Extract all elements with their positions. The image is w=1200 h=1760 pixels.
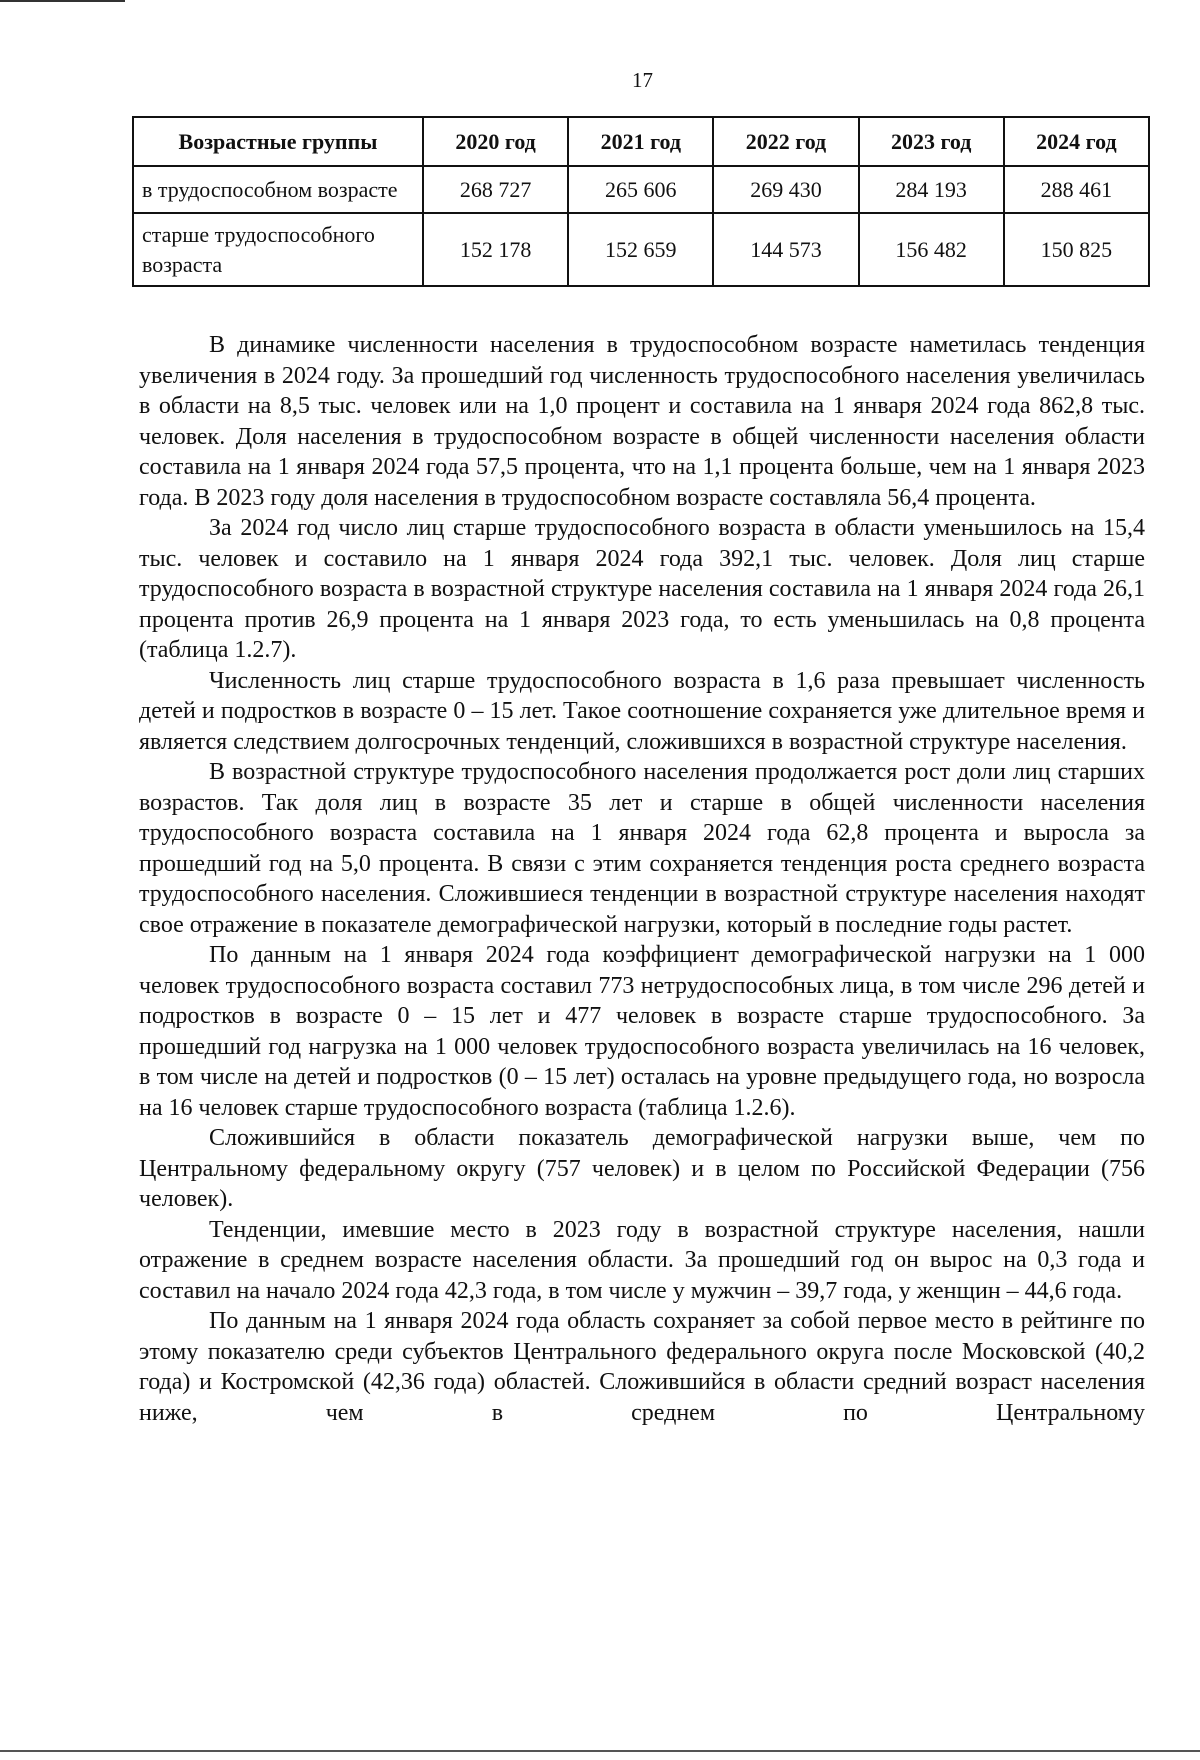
age-groups-table <box>132 116 1150 287</box>
table-cell: 144 573 <box>713 213 858 286</box>
paragraph: Численность лиц старше трудоспособного возраста в 1,6 раза превышает численность детей и подростков в возрасте 0 – 15 лет. Такое соотношение сохраняется уже длительное время и является следствием долгосрочных тенденций, сложившихся в возрастной структуре населения. <box>139 667 1145 755</box>
table-cell: 156 482 <box>859 213 1004 286</box>
paragraph: Тенденции, имевшие место в 2023 году в возрастной структуре населения, нашли отражение в среднем возрасте населения области. За прошедший год он вырос на 0,3 года и составил на начало 2024 года 42,3 года, в том числе у мужчин – 39,7 года, у женщин – 44,6 года. <box>139 1216 1145 1304</box>
paragraph: Сложившийся в области показатель демографической нагрузки выше, чем по Центральному федеральному округу (757 человек) и в целом по Российской Федерации (756 человек). <box>139 1125 1145 1212</box>
body-text <box>139 330 1145 1428</box>
table-header-cell: 2023 год <box>859 117 1004 166</box>
paragraph: В возрастной структуре трудоспособного населения продолжается рост доли лиц старших возрастов. Так доля лиц в возрасте 35 лет и старше в общей численности населения трудоспособного возраста составила на 1 января 2024 года 62,8 процента и выросла за прошедший год на 5,0 процента. В связи с этим сохраняется тенденция роста среднего возраста трудоспособного населения. Сложившиеся тенденции в возрастной структуре населения находят свое отражение в показателе демографической нагрузки, который в последние годы растет. <box>139 759 1145 938</box>
paragraph: За 2024 год число лиц старше трудоспособного возраста в области уменьшилось на 15,4 тыс. человек и составило на 1 января 2024 года 392,1 тыс. человек. Доля лиц старше трудоспособного возраста в возрастной структуре населения составила на 1 января 2024 года 26,1 процента против 26,9 процента на 1 января 2023 года, то есть уменьшилась на 0,8 процента (таблица 1.2.7). <box>139 515 1145 663</box>
table-cell: 269 430 <box>713 166 858 213</box>
table-row <box>133 213 1149 286</box>
table-cell: 150 825 <box>1004 213 1149 286</box>
table-header-cell: 2022 год <box>713 117 858 166</box>
table-header-cell: 2020 год <box>423 117 568 166</box>
top-edge-rule <box>0 0 125 2</box>
table-cell: 288 461 <box>1004 166 1149 213</box>
row-label: в трудоспособном возрасте <box>133 166 423 213</box>
table-cell: 152 659 <box>568 213 713 286</box>
table-cell: 265 606 <box>568 166 713 213</box>
paragraph: По данным на 1 января 2024 года область сохраняет за собой первое место в рейтинге по этому показателю среди субъектов Центрального федерального округа после Московской (40,2 года) и Костромской (42,36 года) областей. Сложившийся в области средний возраст населения ниже, чем в среднем по Центральному <box>139 1308 1145 1426</box>
row-label: старше трудоспособного возраста <box>133 213 423 286</box>
table-header-cell: 2021 год <box>568 117 713 166</box>
paragraph: По данным на 1 января 2024 года коэффициент демографической нагрузки на 1 000 человек трудоспособного возраста составил 773 нетрудоспособных лица, в том числе 296 детей и подростков в возрасте 0 – 15 лет и 477 человек в возрасте старше трудоспособного. За прошедший год нагрузка на 1 000 человек трудоспособного возраста увеличилась на 16 человек, в том числе на детей и подростков (0 – 15 лет) осталась на уровне предыдущего года, но возросла на 16 человек старше трудоспособного возраста (таблица 1.2.6). <box>139 942 1145 1121</box>
table-cell: 268 727 <box>423 166 568 213</box>
paragraph: В динамике численности населения в трудоспособном возрасте наметилась тенденция увеличения в 2024 году. За прошедший год численность трудоспособного населения увеличилась в области на 8,5 тыс. человек или на 1,0 процент и составила на 1 января 2024 года 862,8 тыс. человек. Доля населения в трудоспособном возрасте в общей численности населения области составила на 1 января 2024 года 57,5 процента, что на 1,1 процента больше, чем на 1 января 2023 года. В 2023 году доля населения в трудоспособном возрасте составляла 56,4 процента. <box>139 332 1145 511</box>
table-header-row <box>133 117 1149 166</box>
table-header-cell: 2024 год <box>1004 117 1149 166</box>
bottom-edge-rule <box>0 1750 1200 1752</box>
table-row <box>133 166 1149 213</box>
table-cell: 284 193 <box>859 166 1004 213</box>
page-number: 17 <box>632 68 653 92</box>
table-cell: 152 178 <box>423 213 568 286</box>
table-header-cell: Возрастные группы <box>133 117 423 166</box>
